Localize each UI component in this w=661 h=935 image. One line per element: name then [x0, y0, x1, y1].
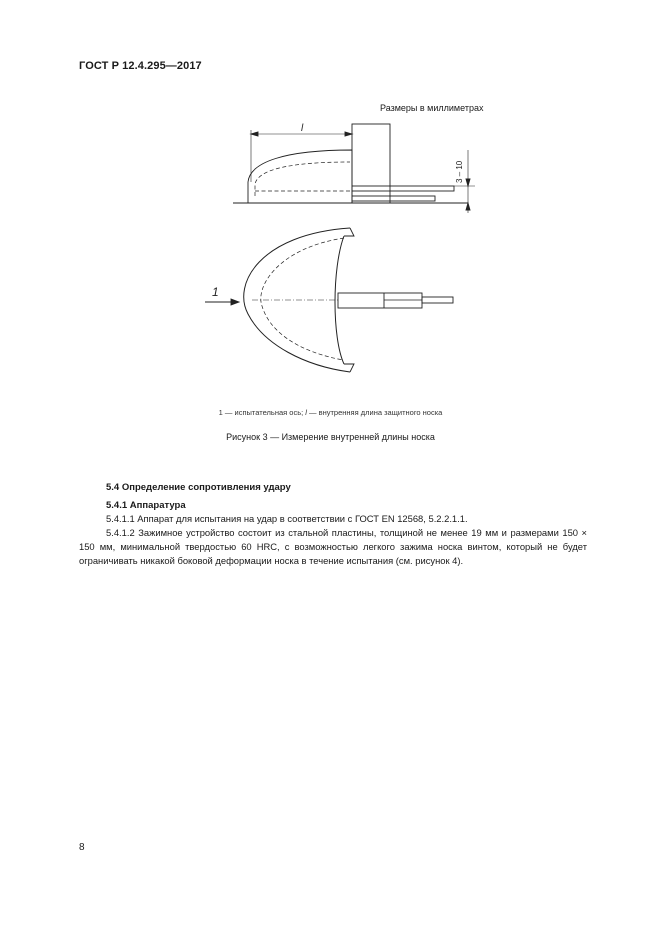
paragraph-5-4-1-2 — [79, 526, 587, 568]
legend-suffix: — внутренняя длина защитного носка — [306, 408, 443, 417]
dimensions-note: Размеры в миллиметрах — [380, 103, 484, 113]
figure-legend — [0, 408, 661, 417]
gauge-rod — [352, 186, 454, 191]
section-title-5-4: 5.4 Определение сопротивления удару — [106, 482, 291, 493]
toe-cap-figure — [195, 118, 485, 388]
arrow-down — [466, 179, 470, 186]
arrow-left — [251, 132, 258, 136]
flange-bottom — [344, 364, 354, 372]
page-number: 8 — [79, 842, 85, 853]
document-header: ГОСТ Р 12.4.295—2017 — [79, 60, 202, 72]
paragraph-5-4-1-2-text: 5.4.1.2 Зажимное устройство состоит из стальной пластины, толщиной не менее 19 мм и размерами 150 × 150 мм, минимальной твердостью 60 HRC, с возможностью легкого зажима носка винтом, который не будет ограничивать никакой боковой деформации носка в течение испытания (см. рисунок 4). — [79, 527, 587, 566]
support-plate — [352, 196, 435, 201]
dim-label-l: l — [301, 123, 304, 134]
dim-label-range: 3 – 10 — [455, 160, 464, 183]
gauge-body — [338, 293, 422, 308]
paragraph-5-4-1-1-text: 5.4.1.1 Аппарат для испытания на удар в соответствии с ГОСТ EN 12568, 5.2.2.1.1. — [106, 513, 468, 524]
callout-label: 1 — [212, 285, 219, 299]
arrow-right — [345, 132, 352, 136]
legend-prefix: 1 — испытательная ось; — [218, 408, 306, 417]
gauge-probe — [422, 297, 453, 303]
toe-cap-top-rear-edge — [335, 236, 344, 364]
paragraph-5-4-1-1 — [79, 512, 587, 526]
section-title-5-4-1: 5.4.1 Аппаратура — [106, 500, 186, 511]
figure-caption: Рисунок 3 — Измерение внутренней длины носка — [226, 432, 435, 442]
arrow-up — [466, 203, 470, 210]
flange-top — [344, 228, 354, 236]
legend-var: l — [305, 408, 307, 417]
toe-cap-side-outline — [248, 150, 352, 203]
toe-cap-top-inner — [261, 238, 344, 360]
callout-arrow-head — [231, 299, 239, 305]
